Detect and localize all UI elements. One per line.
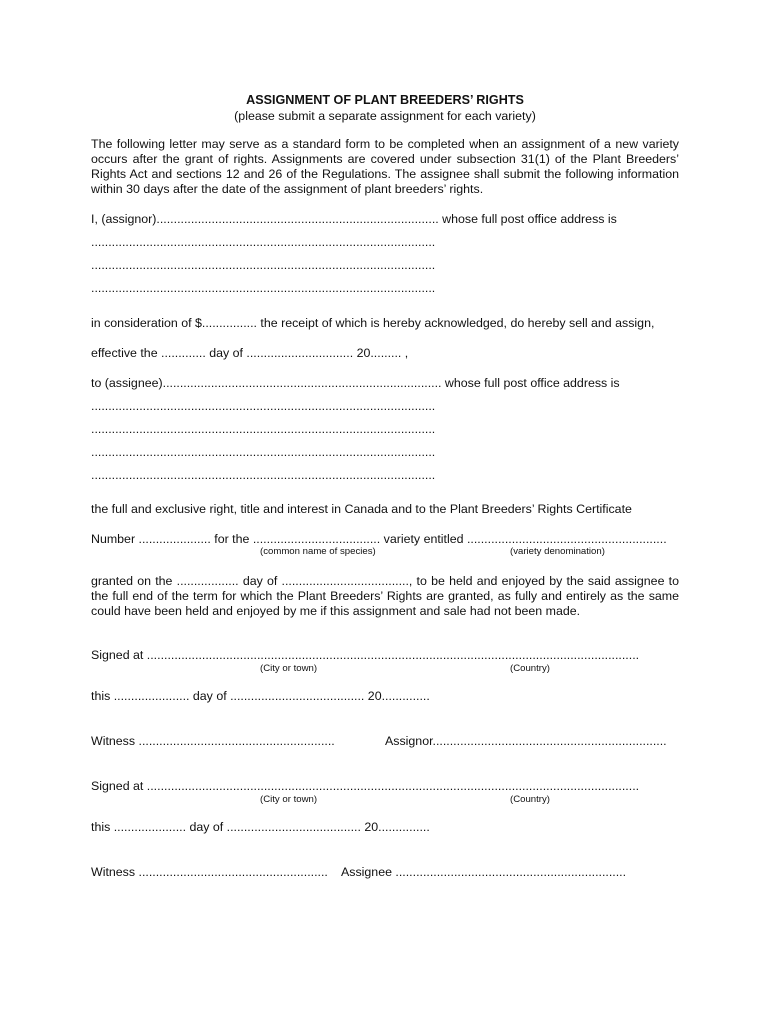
assignee-address-line-3: ....................................................................................................: [91, 445, 436, 459]
effective-date-line: effective the ............. day of ............................... 20......... ,: [91, 346, 409, 360]
document-subtitle: (please submit a separate assignment for each variety): [234, 109, 536, 123]
assignee-signature-line: Assignee ...................................................................: [341, 865, 627, 879]
common-name-caption: (common name of species): [260, 546, 376, 557]
granted-paragraph: granted on the .................. day of ....................................., to be held and enjoyed by the said assignee to the full end of the term for which the Plant Breeders’ Rights are granted, as fully and entirely as the same could have been held and enjoyed by me if this assignment and sale had not been made.: [91, 574, 679, 618]
variety-denomination-caption: (variety denomination): [510, 546, 605, 557]
date-line-assignee: this ..................... day of ....................................... 20...............: [91, 820, 430, 834]
assignor-address-line-3: ....................................................................................................: [91, 281, 436, 295]
signed-at-line-assignor: Signed at ...............................................................................................................................................: [91, 648, 640, 662]
assignor-signature-line: Assignor....................................................................: [385, 734, 667, 748]
intro-paragraph: The following letter may serve as a standard form to be completed when an assignment of a new variety occurs after the grant of rights. Assignments are covered under subsection 31(1) of the Plant Breeders’ Rights Act and sections 12 and 26 of the Regulations. The assignee shall submit the following information within 30 days after the date of the assignment of plant breeders’ rights.: [91, 137, 679, 196]
assignee-address-line-1: ....................................................................................................: [91, 399, 436, 413]
city-caption-assignor: (City or town): [260, 663, 318, 674]
witness-line-assignor: Witness .........................................................: [91, 734, 335, 748]
assignee-address-line-2: ....................................................................................................: [91, 422, 436, 436]
rights-line: the full and exclusive right, title and interest in Canada and to the Plant Breeders’ Rights Certificate: [91, 502, 632, 516]
country-caption-assignor: (Country): [510, 663, 550, 674]
assignor-line: I, (assignor).................................................................................. whose full post office address is: [91, 212, 617, 226]
assignor-address-line-2: ....................................................................................................: [91, 258, 436, 272]
assignee-line: to (assignee)................................................................................. whose full post office address is: [91, 376, 620, 390]
consideration-line: in consideration of $................ the receipt of which is hereby acknowledged, do hereby sell and assign,: [91, 316, 655, 330]
country-caption-assignee: (Country): [510, 794, 550, 805]
city-caption-assignee: (City or town): [260, 794, 318, 805]
assignor-address-line-1: ....................................................................................................: [91, 235, 436, 249]
date-line-assignor: this ...................... day of ....................................... 20..............: [91, 689, 430, 703]
assignee-address-line-4: ....................................................................................................: [91, 468, 436, 482]
witness-line-assignee: Witness .......................................................: [91, 865, 328, 879]
signed-at-line-assignee: Signed at ...............................................................................................................................................: [91, 779, 640, 793]
document-title: ASSIGNMENT OF PLANT BREEDERS’ RIGHTS: [246, 93, 524, 107]
certificate-number-line: Number ..................... for the ..................................... variety entitled ..........................................................: [91, 532, 667, 546]
